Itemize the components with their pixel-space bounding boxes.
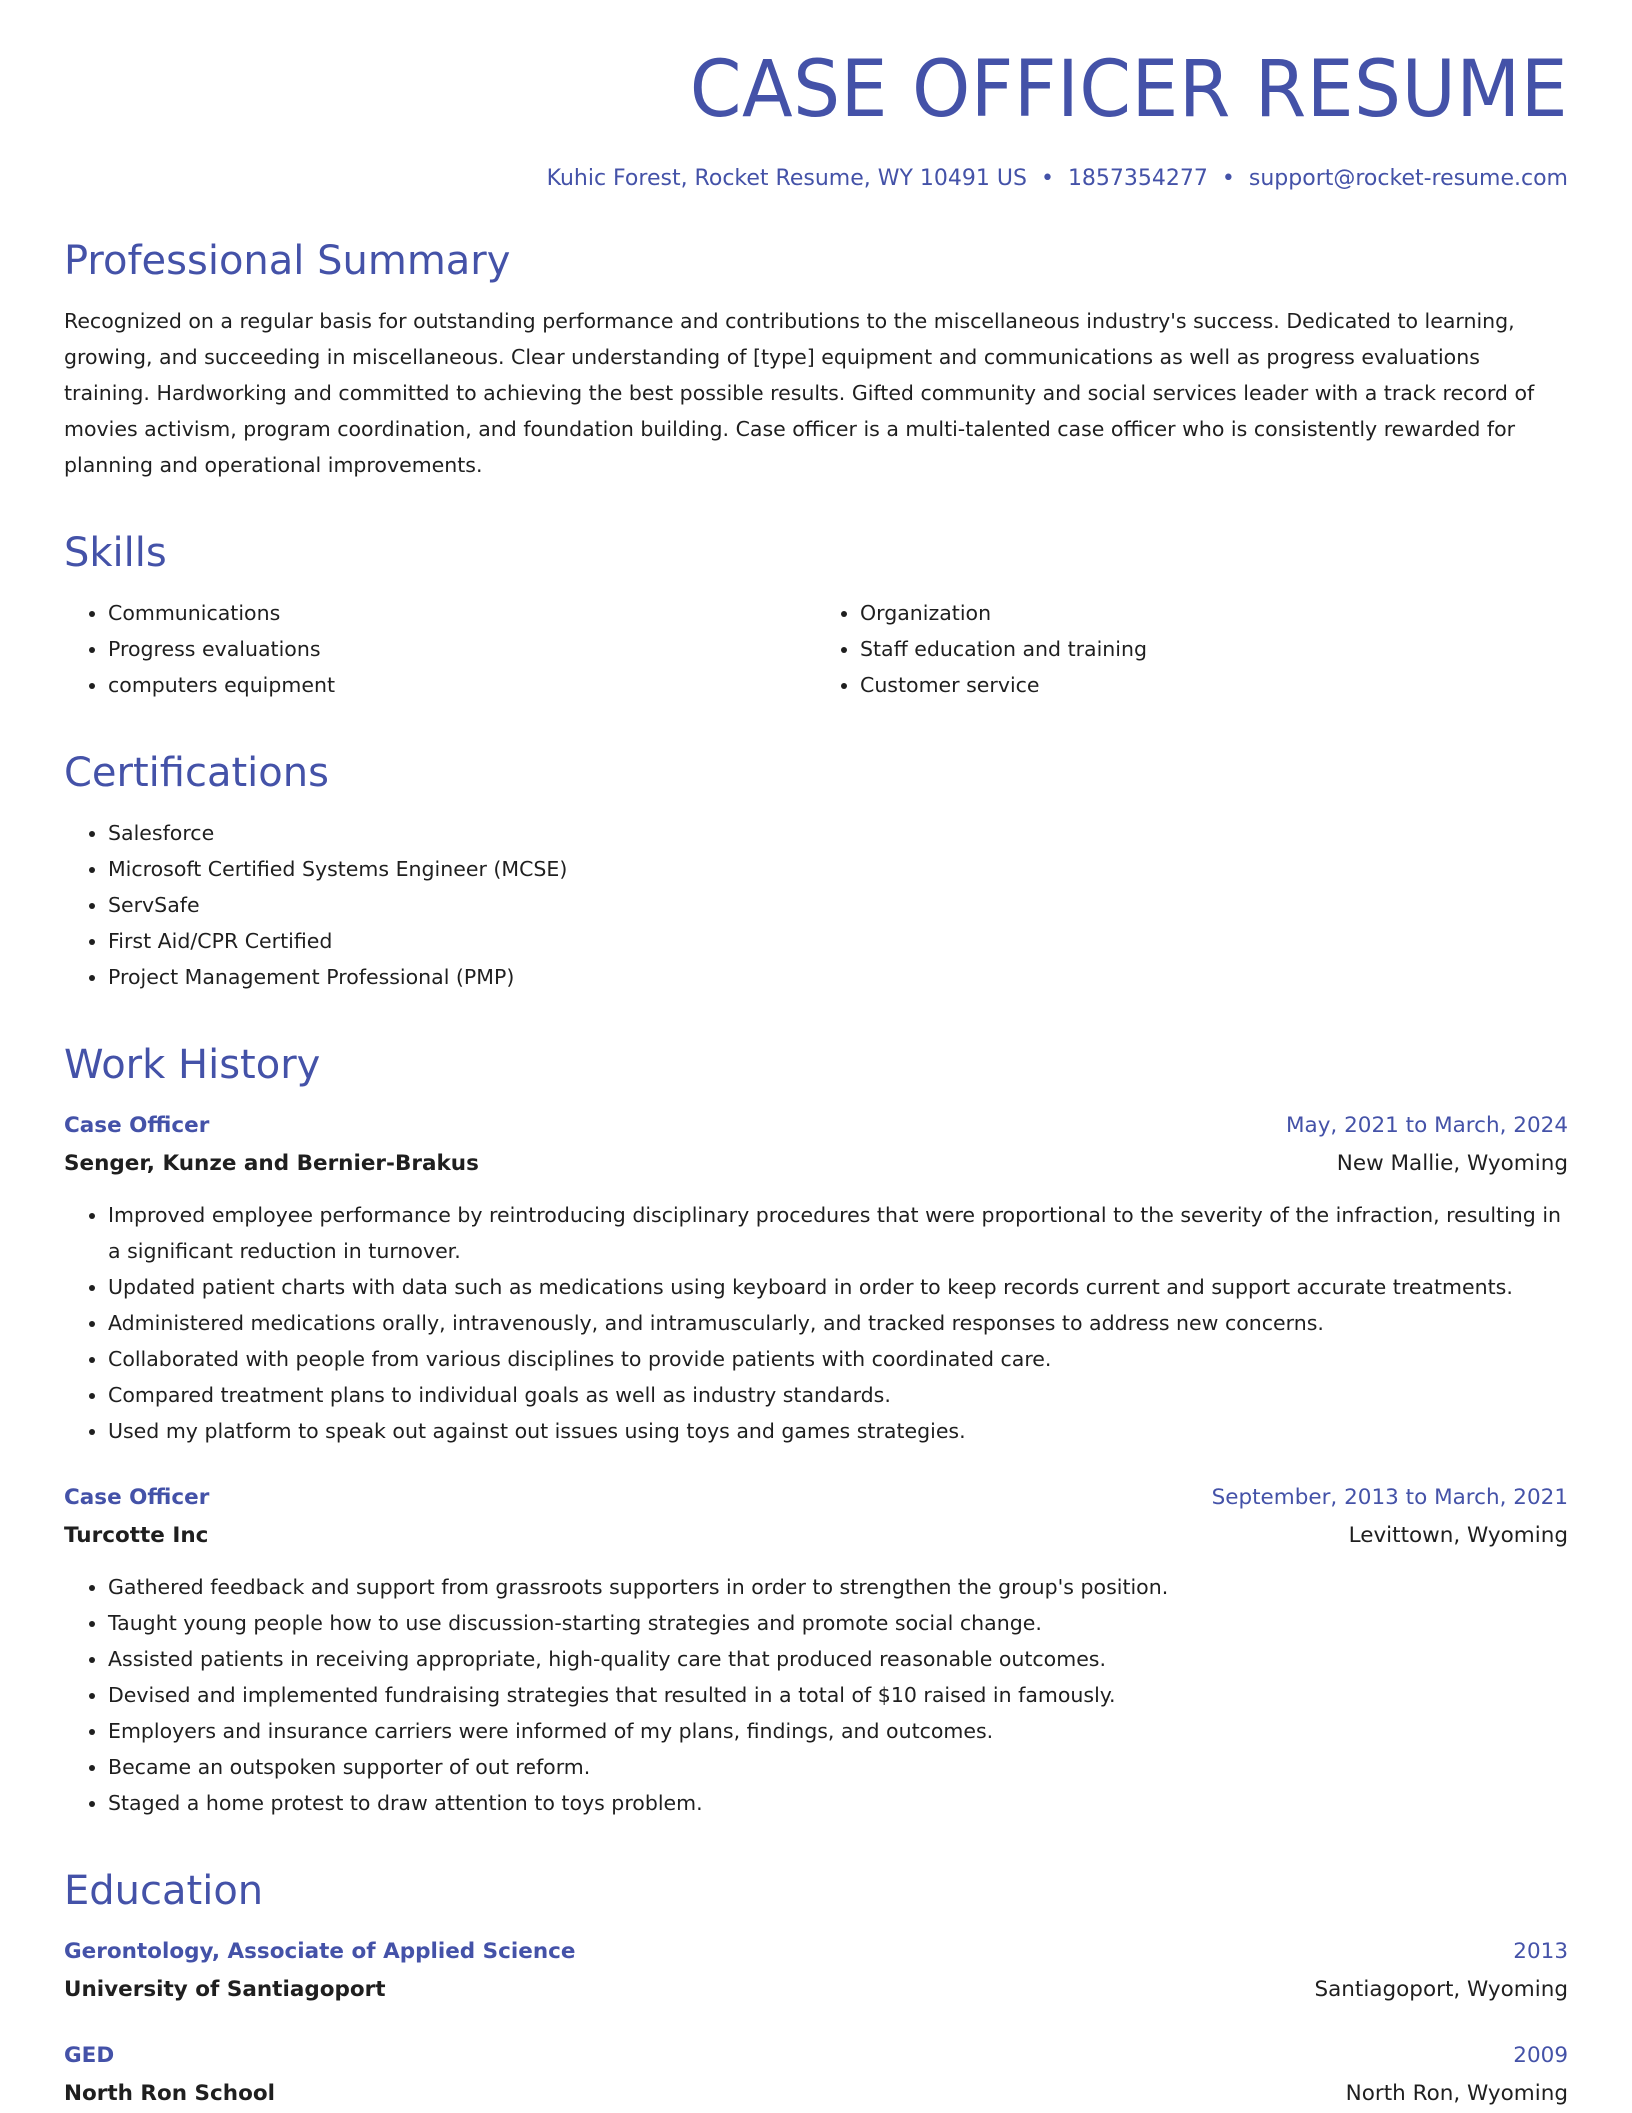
job-location: Levittown, Wyoming [1348, 1522, 1568, 1548]
contact-line [64, 166, 1568, 191]
job-bullet: • Employers and insurance carriers were informed of my plans, findings, and outcomes. [108, 1713, 1568, 1749]
certification-item: • Microsoft Certified Systems Engineer (MCSE) [108, 851, 1568, 887]
skills-right-list [816, 595, 1568, 703]
resume-name: CASE OFFICER RESUME [689, 45, 1568, 135]
education-school: University of Santiagoport [64, 1976, 386, 2002]
job-company-row [64, 1517, 1568, 1555]
job-bullet: • Taught young people how to use discussion-starting strategies and promote social change. [108, 1605, 1568, 1641]
job-title-row [64, 1107, 1568, 1145]
education-school-row [64, 2075, 1568, 2113]
skill-item: • Organization [860, 595, 1568, 631]
certification-item: • Salesforce [108, 815, 1568, 851]
skill-item: • Communications [108, 595, 816, 631]
job-bullet: • Used my platform to speak out against out issues using toys and games strategies. [108, 1413, 1568, 1449]
certification-item: • Project Management Professional (PMP) [108, 959, 1568, 995]
education-school-row [64, 1971, 1568, 2009]
education-entry [64, 2037, 1568, 2113]
job-entry [64, 1107, 1568, 1449]
job-bullets [64, 1569, 1568, 1821]
education-degree: GED [64, 2042, 115, 2068]
address: Kuhic Forest, Rocket Resume, WY 10491 US [546, 165, 1027, 191]
job-title-row [64, 1479, 1568, 1517]
job-dates: May, 2021 to March, 2024 [1285, 1112, 1568, 1138]
skill-item: • Customer service [860, 667, 1568, 703]
job-bullet: • Compared treatment plans to individual goals as well as industry standards. [108, 1377, 1568, 1413]
email: support@rocket-resume.com [1248, 165, 1568, 191]
job-bullet: • Assisted patients in receiving appropriate, high-quality care that produced reasonable outcomes. [108, 1641, 1568, 1677]
job-company: Senger, Kunze and Bernier-Brakus [64, 1150, 479, 1176]
summary-heading: Professional Summary [64, 237, 511, 284]
education-degree-row [64, 2037, 1568, 2075]
job-location: New Mallie, Wyoming [1336, 1150, 1568, 1176]
skill-item: • Progress evaluations [108, 631, 816, 667]
certifications-heading: Certifications [64, 749, 329, 796]
education-degree: Gerontology, Associate of Applied Science [64, 1938, 576, 1964]
job-bullet: • Administered medications orally, intravenously, and intramuscularly, and tracked responses to address new concerns. [108, 1305, 1568, 1341]
job-role: Case Officer [64, 1484, 210, 1510]
skill-item: • computers equipment [108, 667, 816, 703]
separator-dot: • [1040, 165, 1054, 191]
education-heading: Education [64, 1867, 264, 1914]
education-school: North Ron School [64, 2080, 276, 2106]
education-location: North Ron, Wyoming [1345, 2080, 1568, 2106]
education-location: Santiagoport, Wyoming [1314, 1976, 1568, 2002]
job-role: Case Officer [64, 1112, 210, 1138]
job-bullets [64, 1197, 1568, 1449]
work-history-heading: Work History [64, 1041, 321, 1088]
separator-dot: • [1221, 165, 1235, 191]
job-bullet: • Collaborated with people from various disciplines to provide patients with coordinated care. [108, 1341, 1568, 1377]
certification-item: • ServSafe [108, 887, 1568, 923]
job-company: Turcotte Inc [64, 1522, 209, 1548]
skill-item: • Staff education and training [860, 631, 1568, 667]
phone: 1857354277 [1067, 165, 1208, 191]
job-bullet: • Updated patient charts with data such as medications using keyboard in order to keep records current and support accurate treatments. [108, 1269, 1568, 1305]
education-degree-row [64, 1933, 1568, 1971]
job-bullet: • Improved employee performance by reintroducing disciplinary procedures that were proportional to the severity of the infraction, resulting in a significant reduction in turnover. [108, 1197, 1568, 1269]
education-entry [64, 1933, 1568, 2009]
job-company-row [64, 1145, 1568, 1183]
skills-left-list [64, 595, 816, 703]
job-bullet: • Gathered feedback and support from grassroots supporters in order to strengthen the group's position. [108, 1569, 1568, 1605]
education-year: 2013 [1513, 1938, 1568, 1964]
certifications-list [64, 815, 1568, 995]
job-bullet: • Staged a home protest to draw attention to toys problem. [108, 1785, 1568, 1821]
skills-heading: Skills [64, 529, 167, 576]
job-bullet: • Devised and implemented fundraising strategies that resulted in a total of $10 raised in famously. [108, 1677, 1568, 1713]
skills-grid [64, 595, 1568, 703]
job-entry [64, 1479, 1568, 1821]
certification-item: • First Aid/CPR Certified [108, 923, 1568, 959]
summary-text: Recognized on a regular basis for outstanding performance and contributions to the miscellaneous industry's success. Dedicated to learning, growing, and succeeding in miscellaneous. Clear understanding of [type] equipment and communications as well as progress evaluations training. Hardworking and committed to achieving the best possible results. Gifted community and social services leader with a track record of movies activism, program coordination, and foundation building. Case officer is a multi-talented case officer who is consistently rewarded for planning and operational improvements. [64, 308, 1535, 477]
education-year: 2009 [1513, 2042, 1568, 2068]
job-dates: September, 2013 to March, 2021 [1211, 1484, 1568, 1510]
job-bullet: • Became an outspoken supporter of out reform. [108, 1749, 1568, 1785]
